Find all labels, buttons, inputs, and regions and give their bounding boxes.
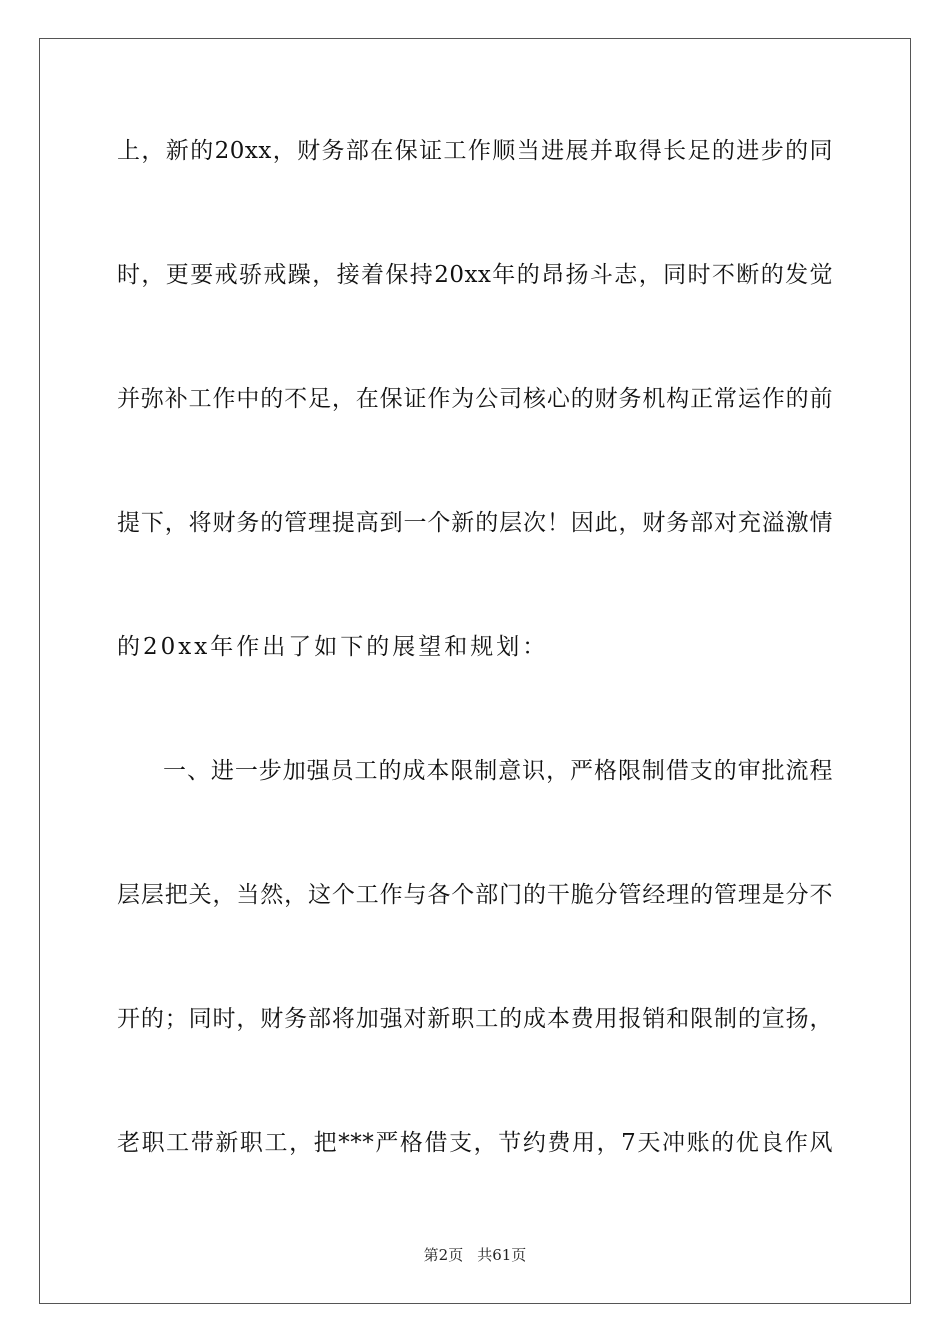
text-line-5: 的20xx年作出了如下的展望和规划： [117,634,549,660]
text-line-4: 提下，将财务的管理提高到一个新的层次！因此，财务部对充溢激情 [117,510,833,536]
page-footer [0,1244,950,1265]
text-line-7: 层层把关，当然，这个工作与各个部门的干脆分管经理的管理是分不 [117,882,833,908]
text-line-3: 并弥补工作中的不足，在保证作为公司核心的财务机构正常运作的前 [117,386,833,412]
page-number: 第2页 [423,1246,464,1264]
total-pages: 共61页 [477,1246,527,1264]
text-line-2: 时，更要戒骄戒躁，接着保持20xx年的昂扬斗志，同时不断的发觉 [117,262,833,288]
text-line-9: 老职工带新职工，把***严格借支，节约费用，7天冲账的优良作风 [117,1130,833,1156]
text-line-6: 一、进一步加强员工的成本限制意识，严格限制借支的审批流程 [163,758,833,784]
text-line-1: 上，新的20xx，财务部在保证工作顺当进展并取得长足的进步的同 [117,138,833,164]
page-border [39,38,911,1304]
text-line-8: 开的；同时，财务部将加强对新职工的成本费用报销和限制的宣扬， [117,1006,833,1032]
